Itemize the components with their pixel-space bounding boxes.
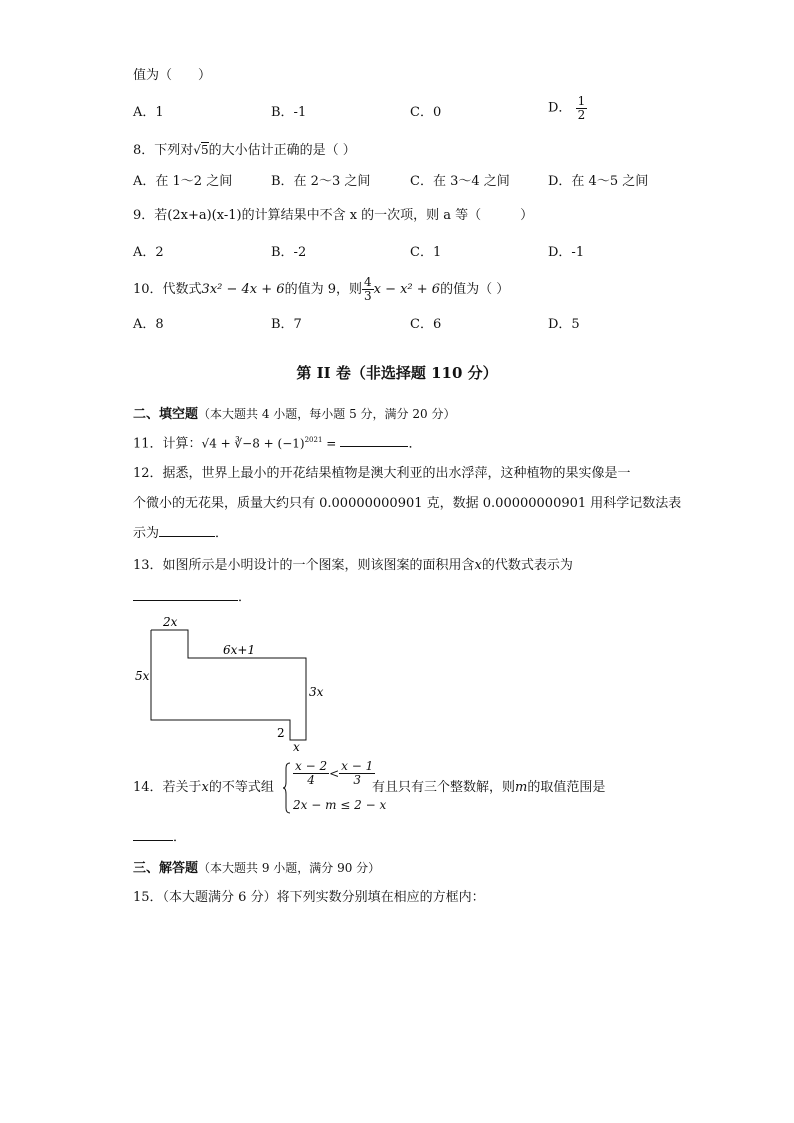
q14-ineq1 (293, 760, 375, 787)
q10-stem-post: 的值为（ ） (440, 282, 510, 297)
q13-text2: 的代数式表示为 (481, 558, 573, 573)
q14-answer-blank[interactable] (133, 828, 173, 841)
q14-var: x (201, 780, 209, 795)
q14-pre: 14．若关于 (133, 780, 202, 795)
q14-end: ． (173, 830, 187, 845)
q12-line1: 12．据悉，世界上最小的开花结果植物是澳大利亚的出水浮萍，这种植物的果实像是一 (133, 466, 631, 481)
q13-label-bottom-left: 2 (277, 726, 285, 740)
q9-option-d: D．-1 (548, 245, 585, 260)
q7-stem-tail: 值为（ ） (133, 68, 212, 83)
q10-stem (133, 276, 509, 304)
q10-option-a: A．8 (133, 317, 164, 332)
q8-stem-post: 的大小估计正确的是（ ） (208, 143, 356, 158)
q10-option-b: B．7 (271, 317, 302, 332)
q14-answer-line (133, 828, 186, 848)
q15-stem: 15．（本大题满分 6 分）将下列实数分别填在相应的方框内： (133, 890, 485, 905)
q11-exponent: 2021 (304, 436, 323, 444)
q8-stem-pre: 8．下列对 (133, 143, 194, 158)
section-title: 第 II 卷（非选择题 110 分） (296, 364, 498, 382)
q11-stem (133, 430, 421, 454)
q7-option-a: A．1 (133, 105, 164, 120)
q8-radicand: 5 (200, 143, 209, 157)
q8-stem (133, 140, 356, 161)
q14-system (287, 759, 387, 816)
q14-mid: 的不等式组 (208, 780, 274, 795)
q14-post: 有且只有三个整数解，则 (372, 780, 516, 795)
part3-label: 三、解答题 (133, 861, 199, 876)
q8-option-a: A．在 1～2 之间 (133, 174, 233, 189)
q7-option-d (548, 95, 587, 122)
q7-option-c: C．0 (410, 105, 442, 120)
q10-stem-pre: 10．代数式 (133, 282, 202, 297)
part2-desc: （本大题共 4 小题，每小题 5 分，满分 20 分） (198, 407, 456, 421)
q9-option-b: B．-2 (271, 245, 307, 260)
q14-brace-icon (283, 762, 291, 814)
q10-numerator: 4 (363, 275, 372, 289)
q13-label-bottom: x (293, 740, 300, 754)
q8-option-d: D．在 4～5 之间 (548, 174, 649, 189)
q9-option-c: C．1 (410, 245, 442, 260)
q11-pre: 11．计算： (133, 436, 202, 452)
part3-heading (133, 858, 380, 879)
q10-expr2: x − x² + 6 (373, 282, 441, 297)
q12-line3-text: 示为 (133, 526, 160, 541)
q14-stem-pre (133, 778, 274, 798)
q10-option-d: D．5 (548, 317, 580, 332)
q13-var: x (474, 558, 482, 573)
q13-label-top: 2x (163, 615, 178, 629)
q13-label-mid: 6x+1 (223, 643, 256, 657)
q13-text: 13．如图所示是小明设计的一个图案，则该图案的面积用含 (133, 558, 475, 573)
q13-label-right: 3x (309, 685, 324, 699)
q12-line2: 个微小的无花果，质量大约只有 0.00000000901 克，数据 0.00000000901 用科学记数法表 (133, 496, 682, 511)
q8-sqrt: √5 (193, 143, 209, 157)
q13-answer-line (133, 588, 251, 608)
q14-var2: m (515, 780, 528, 795)
q7-d-numerator: 1 (577, 94, 586, 108)
q13-figure (130, 610, 350, 760)
q14-ineq1-right-den: 3 (353, 773, 362, 787)
q11-answer-blank[interactable] (340, 434, 408, 447)
q13-end: ． (238, 590, 252, 605)
q7-d-denominator: 2 (577, 108, 586, 122)
q14-ineq2: 2x − m ≤ 2 − x (293, 798, 387, 812)
q13-label-left: 5x (135, 669, 150, 683)
q8-option-b: B．在 2～3 之间 (271, 174, 371, 189)
q12-line3 (133, 524, 228, 544)
q13-stem (133, 556, 573, 576)
q10-option-c: C．6 (410, 317, 442, 332)
q14-post2: 的取值范围是 (527, 780, 606, 795)
q12-end: ． (215, 526, 229, 541)
q14-ineq1-left (293, 760, 329, 787)
q9-option-a: A．2 (133, 245, 164, 260)
q14-ineq1-left-den: 4 (307, 773, 315, 787)
q10-stem-mid: 的值为 9，则 (284, 282, 362, 297)
q10-denominator: 3 (363, 289, 372, 303)
q14-ineq1-right-num: x − 1 (341, 759, 374, 773)
q7-option-d-fraction (576, 95, 588, 122)
q11-end: ． (408, 436, 422, 452)
q14-ineq1-left-num: x − 2 (295, 759, 328, 773)
part2-heading (133, 404, 455, 425)
part2-label: 二、填空题 (133, 407, 199, 422)
q7-option-b: B．-1 (271, 105, 307, 120)
q14-ineq1-op: < (329, 766, 340, 781)
q9-stem: 9．若(2x+a)(x-1)的计算结果中不含 x 的一次项，则 a 等（ ） (133, 208, 534, 223)
q8-option-c: C．在 3～4 之间 (410, 174, 510, 189)
q7-option-d-label: D． (548, 100, 572, 116)
part3-desc: （本大题共 9 小题，满分 90 分） (198, 861, 381, 875)
q11-eq: = (322, 436, 337, 451)
q12-answer-blank[interactable] (159, 524, 215, 537)
q13-answer-blank[interactable] (133, 588, 238, 601)
q14-ineq1-right (339, 760, 375, 787)
q10-fraction (362, 276, 374, 303)
q11-expr: √4 + ∛−8 + (−1) (201, 436, 305, 451)
q10-expr1: 3x² − 4x + 6 (201, 282, 285, 297)
q14-stem-post (372, 778, 605, 798)
